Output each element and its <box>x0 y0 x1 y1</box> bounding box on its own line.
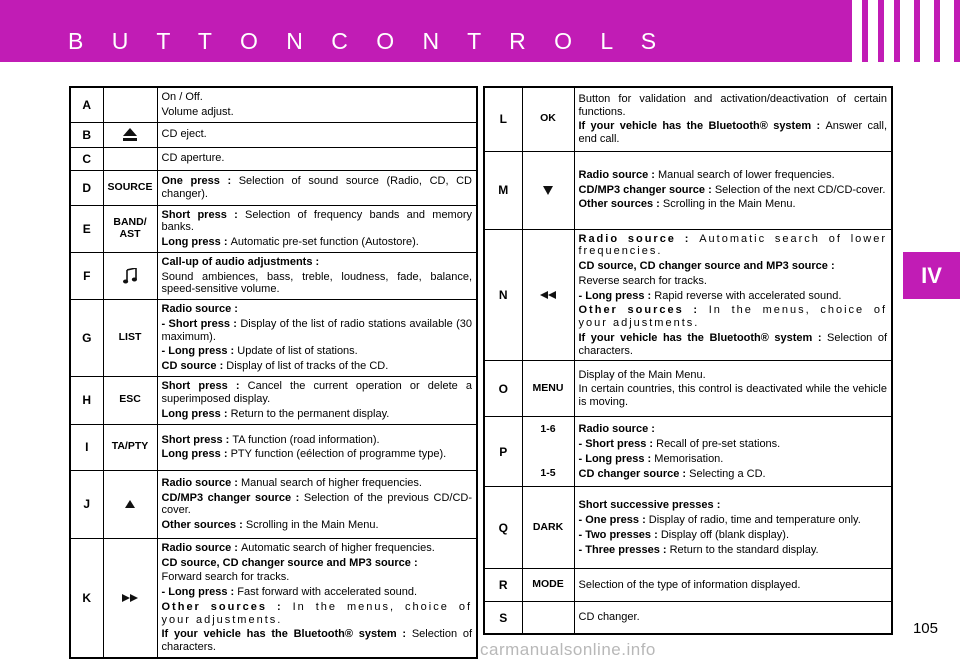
button-icon-cell <box>522 229 574 361</box>
row-description: Radio source : Automatic search of lower frequencies. CD source, CD changer source and MP3 source : Reverse search for tracks. - Long press : Rapid reverse with accelerated sound. Other sources : In the menus, choice of your adjustments. If your vehicle has the Bluetooth® system : Selection of characters. <box>574 229 892 361</box>
table-row <box>70 538 477 658</box>
controls-table-right <box>483 86 893 635</box>
button-label: 1-6 <box>540 422 556 435</box>
button-label-pair <box>522 417 574 487</box>
button-label: SOURCE <box>103 170 157 205</box>
row-key: F <box>70 252 103 299</box>
button-label: MENU <box>522 361 574 417</box>
row-key: P <box>484 417 522 487</box>
up-arrow-icon <box>125 500 135 508</box>
table-row <box>484 87 892 151</box>
row-key: H <box>70 376 103 424</box>
table-row <box>70 205 477 252</box>
row-description: On / Off. Volume adjust. <box>157 87 477 122</box>
row-description: Button for validation and activation/deactivation of certain functions. If your vehicle has the Bluetooth® system : Answer call, end call. <box>574 87 892 151</box>
button-label: TA/PTY <box>103 424 157 470</box>
header-banner <box>0 0 960 62</box>
row-description: CD changer. <box>574 602 892 634</box>
row-key: C <box>70 147 103 170</box>
watermark: carmanualsonline.info <box>480 640 656 659</box>
row-key: E <box>70 205 103 252</box>
fast-forward-icon <box>122 594 138 602</box>
music-note-icon <box>123 268 137 284</box>
page-number: 105 <box>912 620 938 637</box>
row-key: L <box>484 87 522 151</box>
button-label: DARK <box>522 487 574 569</box>
row-key: R <box>484 569 522 602</box>
row-description: Short press : Selection of frequency bands and memory banks. Long press : Automatic pre-set function (Autostore). <box>157 205 477 252</box>
button-icon-cell <box>103 122 157 147</box>
row-description: Radio source : Manual search of higher frequencies. CD/MP3 changer source : Selection of the previous CD/CD-cover. Other sources : Scrolling in the Main Menu. <box>157 470 477 538</box>
row-key: I <box>70 424 103 470</box>
table-row <box>484 487 892 569</box>
button-label: 1-5 <box>540 467 556 480</box>
row-key: A <box>70 87 103 122</box>
table-row <box>484 569 892 602</box>
table-row <box>70 300 477 377</box>
table-row <box>70 147 477 170</box>
row-description: Display of the Main Menu. In certain countries, this control is deactivated while the vehicle is moving. <box>574 361 892 417</box>
button-label: LIST <box>103 300 157 377</box>
row-description: Radio source : - Short press : Recall of pre-set stations. - Long press : Memorisation. CD changer source : Selecting a CD. <box>574 417 892 487</box>
table-row <box>70 87 477 122</box>
table-row <box>70 376 477 424</box>
table-row <box>70 122 477 147</box>
section-tab: IV <box>903 252 960 299</box>
page-title: B U T T O N C O N T R O L S <box>68 28 668 54</box>
down-arrow-icon <box>543 186 553 195</box>
row-key: Q <box>484 487 522 569</box>
row-description: Radio source : Manual search of lower frequencies. CD/MP3 changer source : Selection of the next CD/CD-cover. Other sources : Scrolling in the Main Menu. <box>574 151 892 229</box>
row-description: Radio source : Automatic search of higher frequencies. CD source, CD changer source and MP3 source : Forward search for tracks. - Long press : Fast forward with accelerated sound. Other sources : In the menus, choice of your adjustments. If your vehicle has the Bluetooth® system : Selection of characters. <box>157 538 477 658</box>
table-row <box>70 424 477 470</box>
row-description: Short successive presses : - One press : Display of radio, time and temperature only. - Two presses : Display off (blank display). - Three presses : Return to the standard display. <box>574 487 892 569</box>
button-icon-cell <box>103 470 157 538</box>
row-description: Call-up of audio adjustments : Sound ambiences, bass, treble, loudness, fade, balance, speed-sensitive volume. <box>157 252 477 299</box>
row-description: Radio source : - Short press : Display of the list of radio stations available (30 maximum). - Long press : Update of list of stations. CD source : Display of list of tracks of the CD. <box>157 300 477 377</box>
row-key: J <box>70 470 103 538</box>
button-icon-cell <box>103 538 157 658</box>
table-row <box>484 602 892 634</box>
controls-table-left <box>69 86 478 659</box>
row-key: N <box>484 229 522 361</box>
table-row <box>70 470 477 538</box>
row-key: B <box>70 122 103 147</box>
row-description: Short press : Cancel the current operation or delete a superimposed display. Long press : Return to the permanent display. <box>157 376 477 424</box>
button-label: BAND/ AST <box>103 205 157 252</box>
button-icon-cell <box>103 252 157 299</box>
header-stripes <box>852 0 954 62</box>
row-description: Short press : TA function (road information). Long press : PTY function (eélection of programme type). <box>157 424 477 470</box>
row-description: CD eject. <box>157 122 477 147</box>
row-key: S <box>484 602 522 634</box>
button-label: OK <box>522 87 574 151</box>
row-key: G <box>70 300 103 377</box>
table-row <box>484 417 892 487</box>
row-key: M <box>484 151 522 229</box>
table-row <box>484 151 892 229</box>
button-label: MODE <box>522 569 574 602</box>
button-label <box>103 87 157 122</box>
row-key: K <box>70 538 103 658</box>
row-description: CD aperture. <box>157 147 477 170</box>
row-description: One press : Selection of sound source (Radio, CD, CD changer). <box>157 170 477 205</box>
table-row <box>484 229 892 361</box>
table-row <box>484 361 892 417</box>
button-icon-cell <box>522 151 574 229</box>
row-key: D <box>70 170 103 205</box>
button-label: ESC <box>103 376 157 424</box>
row-key: O <box>484 361 522 417</box>
button-label <box>103 147 157 170</box>
table-row <box>70 252 477 299</box>
rewind-icon <box>540 291 556 299</box>
button-label <box>522 602 574 634</box>
eject-icon <box>123 128 137 141</box>
table-row <box>70 170 477 205</box>
row-description: Selection of the type of information displayed. <box>574 569 892 602</box>
